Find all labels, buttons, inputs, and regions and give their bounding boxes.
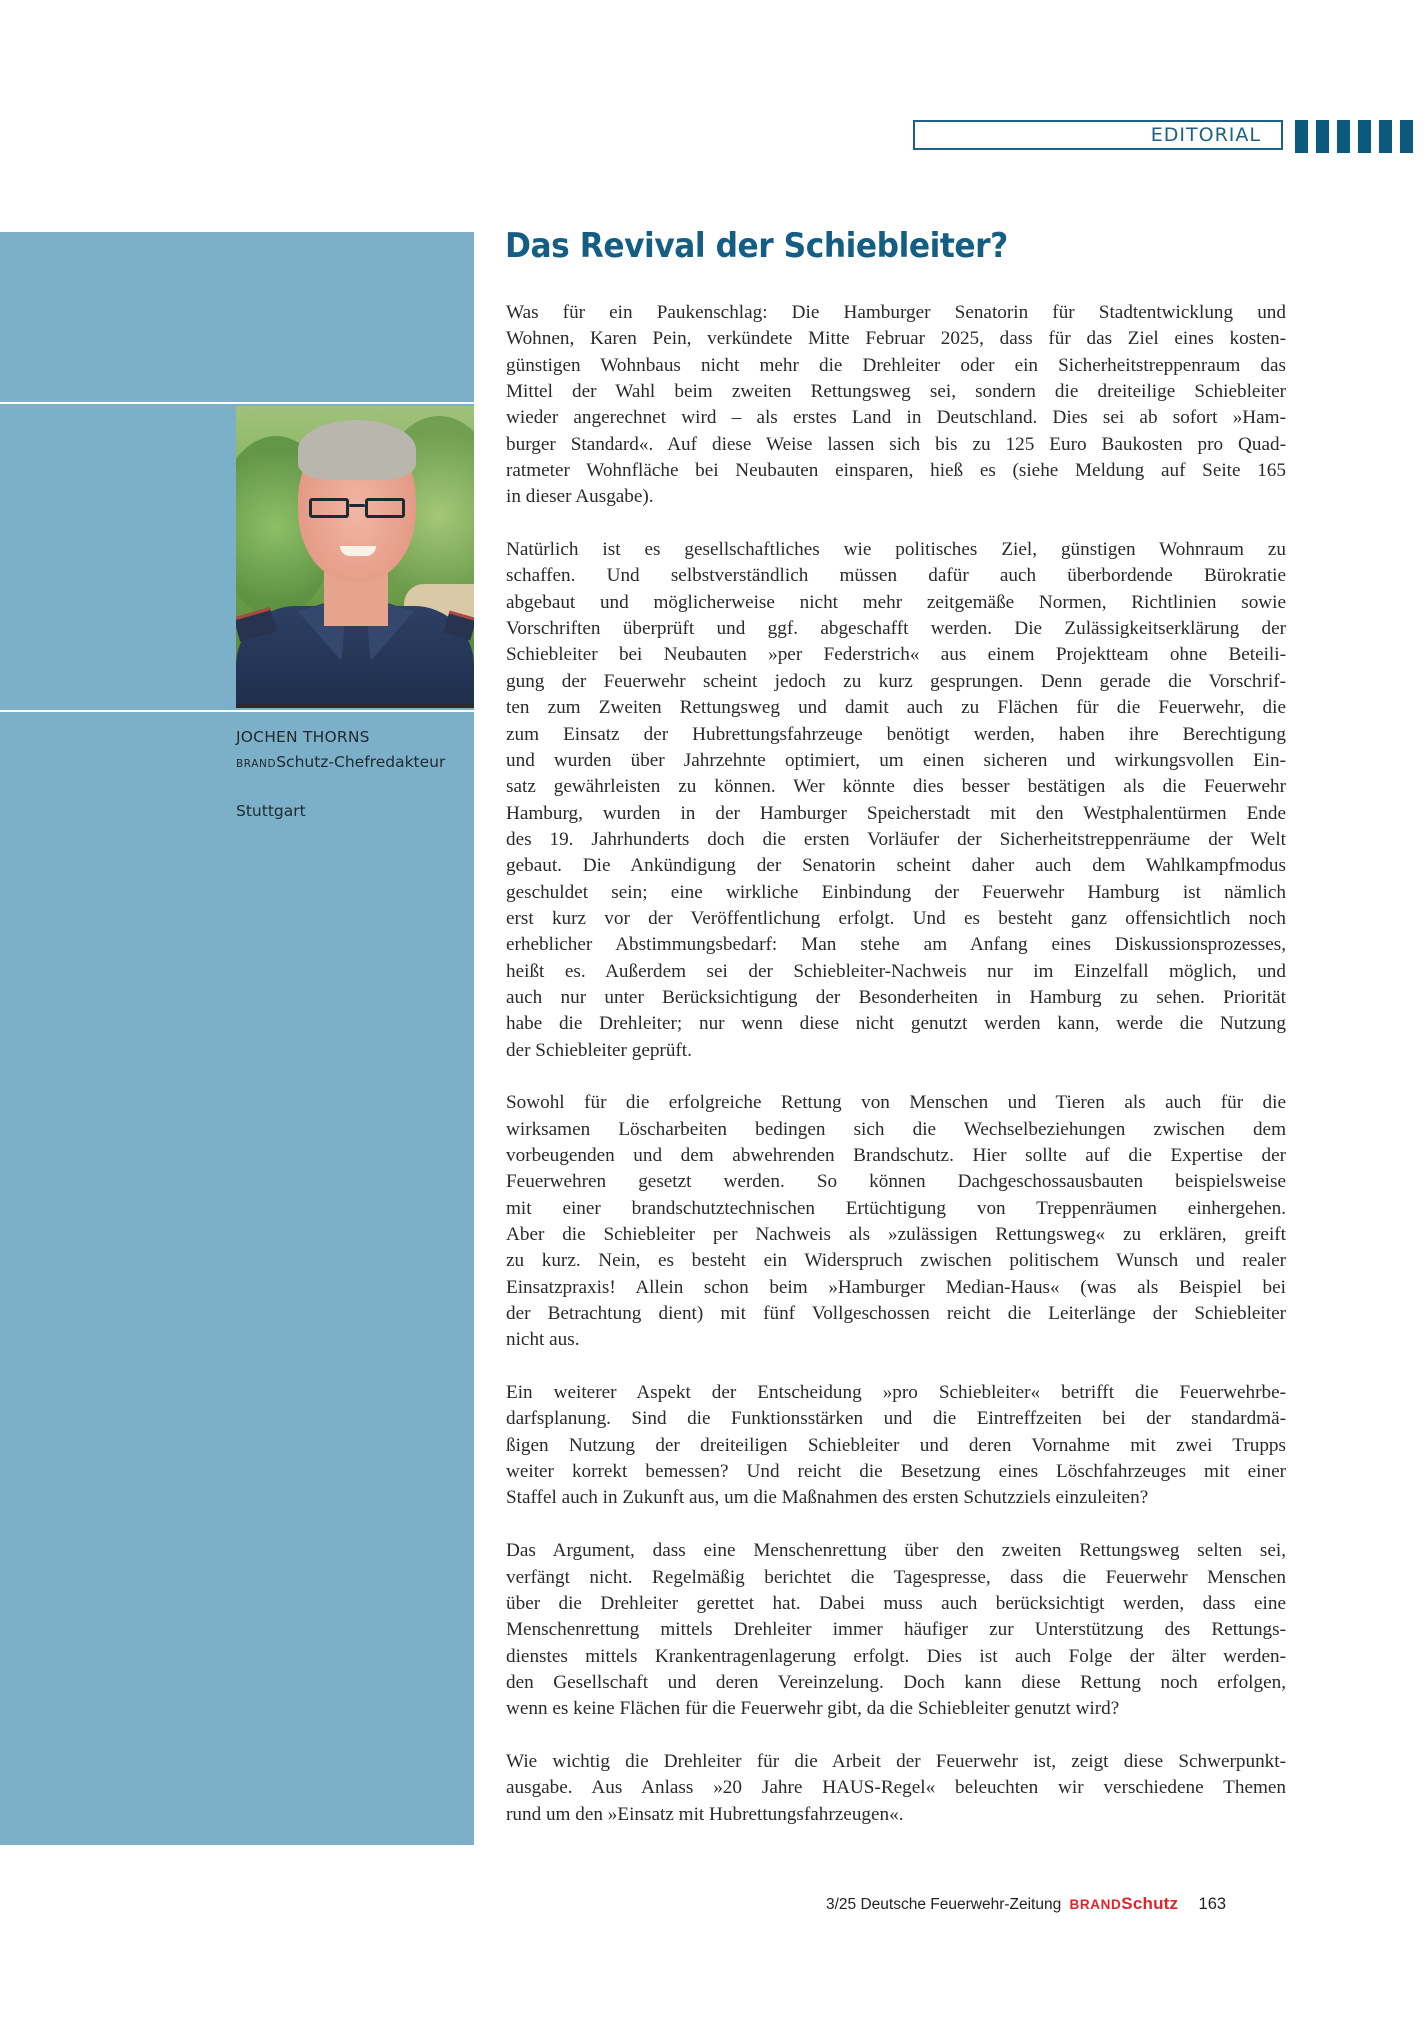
bar-decoration	[1400, 120, 1413, 153]
article-line: günstigen Wohnbaus nicht mehr die Drehleiter oder ein Sicherheitstreppenraum das	[506, 354, 1286, 376]
author-sidebar	[0, 232, 474, 1845]
publication-name: Deutsche Feuerwehr-Zeitung	[860, 1896, 1062, 1913]
article-line: erst kurz vor der Veröffentlichung erfolgt. Und es besteht ganz offensichtlich noch	[506, 907, 1286, 929]
article-line: zum Einsatz der Hubrettungsfahrzeuge benötigt werden, haben ihre Berechtigung	[506, 723, 1286, 745]
article-line: Was für ein Paukenschlag: Die Hamburger Senatorin für Stadtentwicklung und	[506, 302, 1286, 323]
article-line: den Gesellschaft und deren Vereinzelung. Doch kann diese Rettung noch erfolgen,	[506, 1671, 1286, 1693]
article-line: der Schiebleiter geprüft.	[506, 1039, 692, 1061]
bar-decoration	[1337, 120, 1350, 153]
article-line: Das Argument, dass eine Menschenrettung über den zweiten Rettungsweg selten sei,	[506, 1540, 1286, 1562]
article-line: heißt es. Außerdem sei der Schiebleiter-Nachweis nur im Einzelfall möglich, und	[506, 960, 1286, 982]
article-line: ten zum Zweiten Rettungsweg und damit auch zu Flächen für die Feuerwehr, die	[506, 697, 1286, 719]
article-line: gung der Feuerwehr scheint jedoch zu kurz gesprungen. Denn gerade die Vorschrif-	[506, 670, 1286, 692]
article-line: verfängt nicht. Regelmäßig berichtet die Tagespresse, dass die Feuerwehr Menschen	[506, 1566, 1286, 1588]
article-body	[506, 300, 1286, 1854]
brand-logo	[1070, 1894, 1179, 1913]
article-line: schaffen. Und selbstverständlich müssen dafür auch überbordende Bürokratie	[506, 565, 1286, 587]
article-line: Schiebleiter bei Neubauten »per Federstrich« aus einem Projektteam ohne Beteili-	[506, 644, 1286, 666]
article-line: Einsatzpraxis! Allein schon beim »Hamburger Median-Haus« (was als Beispiel bei	[506, 1276, 1286, 1298]
brand-logo-rest: Schutz	[1121, 1894, 1179, 1913]
article-line: Sowohl für die erfolgreiche Rettung von Menschen und Tieren als auch für die	[506, 1092, 1286, 1114]
article-line: Aber die Schiebleiter per Nachweis als »zulässigen Rettungsweg« zu erklären, greift	[506, 1224, 1286, 1246]
divider	[0, 402, 474, 404]
page-number: 163	[1198, 1895, 1227, 1913]
article-paragraph	[506, 300, 1286, 511]
article-line: weiter korrekt bemessen? Und reicht die Besetzung eines Löschfahrzeuges mit einer	[506, 1461, 1286, 1483]
author-city: Stuttgart	[236, 802, 306, 820]
article-line: zu kurz. Nein, es besteht ein Widerspruch zwischen politischem Wunsch und realer	[506, 1250, 1286, 1272]
article-line: vorbeugenden und dem abwehrenden Brandschutz. Hier sollte auf die Expertise der	[506, 1145, 1286, 1166]
article-line: wirksamen Löscharbeiten bedingen sich die Wechselbeziehungen zwischen dem	[506, 1118, 1286, 1140]
article-line: über die Drehleiter gerettet hat. Dabei muss auch berücksichtigt werden, dass eine	[506, 1592, 1286, 1614]
article-line: ausgabe. Aus Anlass »20 Jahre HAUS-Regel« beleuchten wir verschiedene Themen	[506, 1777, 1286, 1799]
page-footer	[826, 1894, 1226, 1914]
author-role-brand: BRAND	[236, 758, 277, 770]
article-line: rund um den »Einsatz mit Hubrettungsfahrzeugen«.	[506, 1803, 904, 1825]
article-line: Hamburg, wurden in der Hamburger Speicherstadt mit den Westphalentürmen Ende	[506, 802, 1286, 824]
article-line: Staffel auch in Zukunft aus, um die Maßnahmen des ersten Schutzziels einzuleiten?	[506, 1487, 1149, 1509]
article-line: auch nur unter Berücksichtigung der Besonderheiten in Hamburg zu sehen. Priorität	[506, 986, 1286, 1008]
article-line: wieder angerechnet wird – als erstes Land in Deutschland. Dies sei ab sofort »Ham-	[506, 407, 1286, 429]
article-line: mit einer brandschutztechnischen Ertüchtigung von Treppenräumen einhergehen.	[506, 1197, 1286, 1219]
bar-decoration	[1316, 120, 1329, 153]
divider	[0, 710, 474, 712]
article-line: geschuldet sein; eine wirkliche Einbindung der Feuerwehr Hamburg ist nämlich	[506, 881, 1286, 903]
article-line: ratmeter Wohnfläche bei Neubauten einsparen, hieß es (siehe Meldung auf Seite 165	[506, 460, 1286, 482]
article-paragraph	[506, 1380, 1286, 1512]
article-line: burger Standard«. Auf diese Weise lassen sich bis zu 125 Euro Baukosten pro Quad-	[506, 433, 1286, 455]
article-line: erheblicher Abstimmungsbedarf: Man stehe am Anfang eines Diskussionsprozesses,	[506, 934, 1286, 956]
article-line: der Betrachtung dient) mit fünf Vollgeschossen reicht die Leiterlänge der Schiebleiter	[506, 1303, 1286, 1325]
article-paragraph	[506, 1538, 1286, 1722]
article-line: wenn es keine Flächen für die Feuerwehr gibt, da die Schiebleiter genutzt wird?	[506, 1698, 1120, 1720]
article-line: Feuerwehren gesetzt werden. So können Dachgeschossausbauten beispielsweise	[506, 1171, 1286, 1193]
article-paragraph	[506, 1749, 1286, 1828]
article-line: Wohnen, Karen Pein, verkündete Mitte Februar 2025, dass für das Ziel eines kosten-	[506, 328, 1286, 350]
article-line: und wurden über Jahrzehnte optimiert, um einen sicheren und wirkungsvollen Ein-	[506, 749, 1286, 771]
article-line: darfsplanung. Sind die Funktionsstärken und die Eintreffzeiten bei der standardmä-	[506, 1408, 1286, 1430]
article-line: nicht aus.	[506, 1329, 580, 1351]
author-name: JOCHEN THORNS	[236, 728, 370, 746]
section-bars-decoration	[1295, 120, 1413, 153]
bar-decoration	[1295, 120, 1308, 153]
article-line: Mittel der Wahl beim zweiten Rettungsweg sei, sondern die dreiteilige Schiebleiter	[506, 381, 1286, 403]
bar-decoration	[1358, 120, 1371, 153]
article-line: Natürlich ist es gesellschaftliches wie politisches Ziel, günstigen Wohnraum zu	[506, 539, 1286, 561]
issue-number: 3/25	[826, 1896, 857, 1913]
brand-logo-caps: BRAND	[1069, 1897, 1122, 1912]
article-line: gebaut. Die Ankündigung der Senatorin scheint daher auch dem Wahlkampfmodus	[506, 855, 1286, 877]
article-paragraph	[506, 1090, 1286, 1353]
article-line: Wie wichtig die Drehleiter für die Arbeit der Feuerwehr ist, zeigt diese Schwerpunkt-	[506, 1750, 1286, 1772]
section-header	[913, 120, 1283, 150]
article-line: Menschenrettung mittels Drehleiter immer häufiger zur Unterstützung des Rettungs-	[506, 1619, 1286, 1641]
article-line: abgebaut und möglicherweise nicht mehr zeitgemäße Normen, Richtlinien sowie	[506, 591, 1286, 613]
section-label: EDITORIAL	[1150, 124, 1261, 146]
bar-decoration	[1379, 120, 1392, 153]
article-line: satz gewährleisten zu können. Wer könnte dies besser bestätigen als die Feuerwehr	[506, 776, 1286, 798]
article-line: in dieser Ausgabe).	[506, 486, 654, 508]
author-role	[236, 753, 445, 771]
article-line: habe die Drehleiter; nur wenn diese nicht genutzt werden kann, werde die Nutzung	[506, 1013, 1286, 1035]
article-line: Ein weiterer Aspekt der Entscheidung »pro Schiebleiter« betrifft die Feuerwehrbe-	[506, 1382, 1286, 1404]
article-line: Vorschriften überprüft und ggf. abgeschafft werden. Die Zulässigkeitserklärung der	[506, 618, 1286, 640]
article-line: des 19. Jahrhunderts doch die ersten Vorläufer der Sicherheitstreppenräume der Welt	[506, 828, 1286, 850]
article-paragraph	[506, 537, 1286, 1064]
article-line: dienstes mittels Krankentragenlagerung erfolgt. Dies ist auch Folge der älter werden-	[506, 1645, 1286, 1667]
article-line: ßigen Nutzung der dreiteiligen Schiebleiter und deren Vornahme mit zwei Trupps	[506, 1434, 1286, 1456]
author-role-title: Schutz-Chefredakteur	[276, 753, 446, 771]
article-title: Das Revival der Schiebleiter?	[505, 226, 1008, 266]
author-photo	[236, 406, 474, 708]
